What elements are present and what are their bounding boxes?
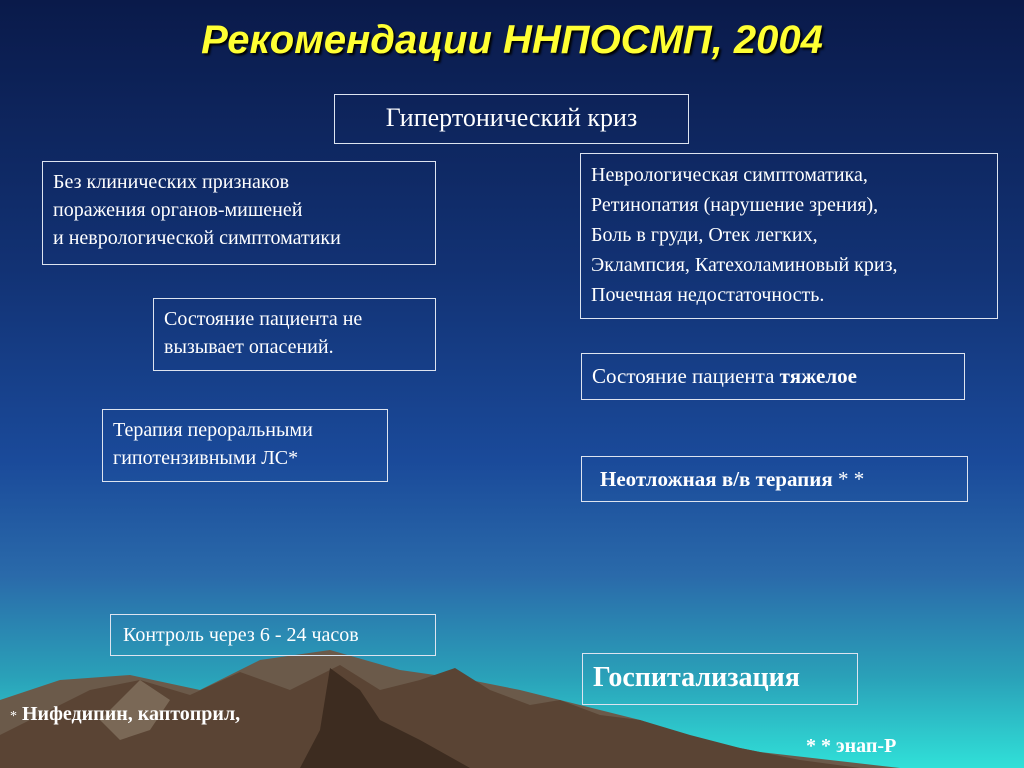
box-line: Эклампсия, Катехоламиновый криз,	[591, 254, 898, 276]
footnote-star: *	[10, 709, 17, 724]
state-prefix: Состояние пациента	[592, 364, 780, 388]
box-line: Ретинопатия (нарушение зрения),	[591, 194, 879, 216]
patient-state-severe-box	[581, 353, 965, 400]
urgent-therapy-stars: * *	[832, 467, 865, 491]
hospitalization-box: Госпитализация	[582, 653, 858, 705]
box-line: Почечная недостаточность.	[591, 284, 825, 306]
urgent-therapy-label: Неотложная в/в терапия	[600, 467, 833, 491]
box-line	[600, 465, 949, 493]
box-line: Неврологическая симптоматика,	[591, 164, 868, 186]
no-clinical-signs-box	[42, 161, 436, 265]
box-line: поражения органов-мишеней	[53, 199, 303, 221]
footnote-oral-drugs	[10, 703, 240, 726]
state-severe-word: тяжелое	[779, 364, 857, 388]
footnote-text: Нифедипин, каптоприл,	[17, 703, 241, 725]
urgent-iv-therapy-box	[581, 456, 968, 502]
box-line: Боль в груди, Отек легких,	[591, 224, 818, 246]
page-title: Рекомендации ННПОСМП, 2004	[201, 18, 823, 62]
box-line: гипотензивными ЛС*	[113, 447, 299, 469]
box-line: Без клинических признаков	[53, 171, 290, 193]
footnote-iv-drug: * * энап-Р	[806, 735, 897, 757]
patient-state-mild-box	[153, 298, 436, 371]
control-box: Контроль через 6 - 24 часов	[110, 614, 436, 656]
box-line	[592, 362, 954, 390]
box-line: и неврологической симптоматики	[53, 227, 341, 249]
neuro-symptoms-box	[580, 153, 998, 319]
oral-therapy-box	[102, 409, 388, 482]
box-line: Состояние пациента не	[164, 308, 363, 330]
box-line: Терапия пероральными	[113, 419, 313, 441]
box-line: вызывает опасений.	[164, 336, 334, 358]
hypertensive-crisis-box: Гипертонический криз	[334, 94, 689, 144]
